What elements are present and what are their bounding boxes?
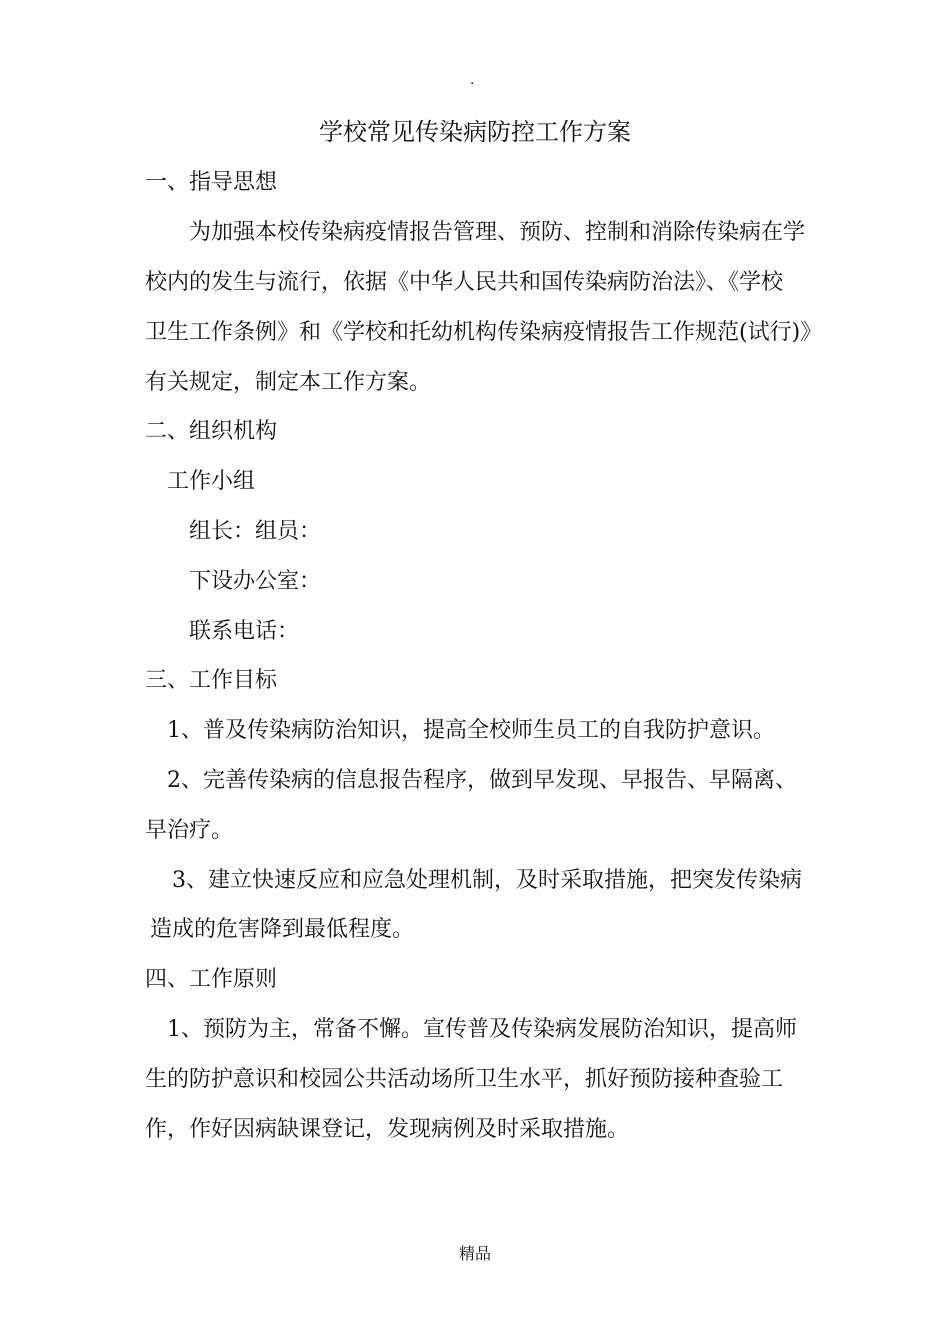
phone-label: 联系电话： (189, 619, 300, 644)
office-label: 下设办公室： (189, 569, 322, 594)
paragraph-line: 有关规定，制定本工作方案。 (145, 370, 432, 395)
goal-item-2-line: 2、完善传染病的信息报告程序，做到早发现、早报告、早隔离、 (167, 768, 797, 793)
goal-item-3-line: 3、建立快速反应和应急处理机制，及时采取措施，把突发传染病 (172, 868, 802, 893)
section-heading-principles: 四、工作原则 (145, 967, 278, 992)
paragraph-line: 卫生工作条例》和《学校和托幼机构传染病疫情报告工作规范(试行)》 (145, 320, 823, 345)
leader-members-label: 组长：组员： (189, 519, 322, 544)
header-mark: . (470, 72, 475, 88)
goal-item-3-line: 造成的危害降到最低程度。 (150, 917, 415, 942)
document-title: 学校常见传染病防控工作方案 (319, 118, 631, 146)
section-heading-goals: 三、工作目标 (145, 668, 278, 693)
paragraph-line: 为加强本校传染病疫情报告管理、预防、控制和消除传染病在学 (189, 220, 806, 245)
working-group-label: 工作小组 (167, 469, 256, 494)
page-footer: 精品 (458, 1244, 491, 1263)
principle-item-1-line: 1、预防为主，常备不懈。宣传普及传染病发展防治知识，提高师 (167, 1017, 797, 1042)
section-heading-guiding-ideology: 一、指导思想 (145, 170, 278, 195)
goal-item-1: 1、普及传染病防治知识，提高全校师生员工的自我防护意识。 (167, 718, 775, 743)
paragraph-line: 校内的发生与流行，依据《中华人民共和国传染病防治法》、《学校 (145, 270, 784, 295)
principle-item-1-line: 作，作好因病缺课登记，发现病例及时采取措施。 (145, 1117, 630, 1142)
principle-item-1-line: 生的防护意识和校园公共活动场所卫生水平，抓好预防接种查验工 (145, 1067, 784, 1092)
section-heading-organization: 二、组织机构 (145, 419, 278, 444)
goal-item-2-line: 早治疗。 (145, 818, 234, 843)
